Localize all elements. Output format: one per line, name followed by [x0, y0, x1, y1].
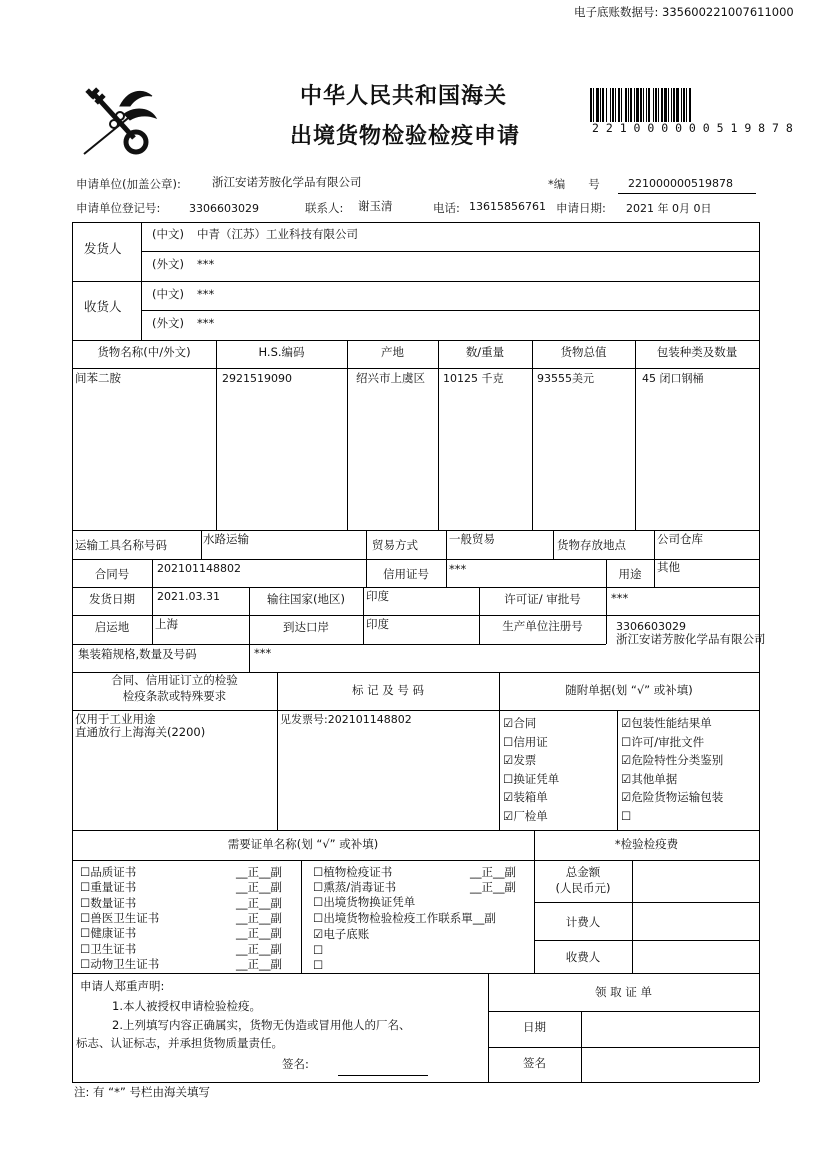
fees-total-label-line1: 总金额	[565, 865, 601, 879]
checked-checkbox-icon[interactable]: ☑	[621, 716, 632, 730]
declaration-line1: 1.本人被授权申请检验检疫。	[112, 999, 261, 1013]
certificate-item[interactable]	[313, 896, 415, 910]
producer-name: 浙江安诺芳胺化学品有限公司	[616, 632, 766, 646]
checkbox-icon[interactable]: ☐	[503, 734, 514, 749]
line	[141, 310, 759, 311]
certificate-copies[interactable]: __正__副	[236, 926, 282, 941]
form-number-label: *编 号	[548, 177, 600, 191]
goods-header-name: 货物名称(中/外文)	[97, 345, 191, 359]
line	[72, 340, 759, 341]
title-line2: 出境货物检验检疫申请	[290, 124, 521, 149]
line	[216, 340, 217, 530]
reg-value: 3306603029	[189, 202, 259, 215]
certificate-copies[interactable]: __正__副	[236, 865, 282, 879]
checkbox-icon[interactable]: ☐	[503, 771, 514, 786]
pickup-date-label: 日期	[523, 1020, 546, 1034]
certificate-label: 动物卫生证书	[90, 956, 160, 971]
checkbox-icon[interactable]: ☐	[313, 958, 324, 972]
declaration-line3: 标志、认证标志，并承担货物质量责任。	[76, 1036, 283, 1050]
goods-header-quantity: 数/重量	[465, 345, 505, 359]
attached-doc-label: 危险货物运输包装	[631, 790, 724, 805]
certificate-item[interactable]	[80, 958, 159, 972]
checked-checkbox-icon[interactable]: ☑	[503, 716, 514, 730]
line	[72, 587, 759, 588]
terms-value-line2: 直通放行上海海关(2200)	[75, 725, 206, 739]
attached-doc-item[interactable]	[503, 717, 536, 731]
vehicle-label: 运输工具名称号码	[75, 538, 167, 552]
certificate-item[interactable]	[80, 881, 136, 895]
lc-value: ***	[449, 562, 467, 576]
permit-value: ***	[611, 591, 629, 605]
line	[72, 281, 759, 282]
phone-value: 13615856761	[469, 200, 546, 213]
line	[534, 940, 759, 941]
consignor-cn-label: (中文)	[152, 227, 184, 241]
line	[534, 902, 759, 903]
certificate-copies[interactable]: __正__副	[236, 895, 282, 910]
line	[347, 340, 348, 530]
consignor-cn-value: 中青（江苏）工业科技有限公司	[197, 227, 358, 241]
producer-reg-label: 生产单位注册号	[502, 619, 583, 633]
checked-checkbox-icon[interactable]: ☑	[503, 809, 514, 823]
goods-value: 93555美元	[537, 372, 594, 385]
certificate-copies[interactable]: __正__副	[470, 880, 516, 895]
checkbox-icon[interactable]: ☐	[313, 865, 324, 879]
applicant-unit-label: 申请单位(加盖公章):	[76, 177, 181, 191]
certificate-item[interactable]	[313, 912, 496, 926]
checkbox-icon[interactable]: ☐	[80, 956, 91, 971]
vehicle-value: 水路运输	[203, 532, 249, 546]
goods-name: 间苯二胺	[75, 371, 121, 385]
line	[488, 1047, 759, 1048]
attached-doc-label: 厂检单	[513, 809, 548, 823]
reg-label: 申请单位登记号:	[76, 201, 161, 215]
fees-total-label-line2: (人民币元)	[555, 881, 611, 895]
checkbox-icon[interactable]: ☐	[80, 865, 91, 879]
line	[301, 860, 302, 973]
arrival-port-value: 印度	[366, 617, 389, 631]
certificate-label: 出境货物换证凭单	[323, 895, 416, 909]
attached-doc-item[interactable]	[503, 754, 536, 768]
goods-package: 45 闭口钢桶	[642, 372, 704, 385]
goods-header-package: 包装种类及数量	[656, 345, 738, 359]
certificate-item[interactable]	[313, 866, 392, 880]
certificate-item[interactable]	[80, 943, 136, 957]
attached-doc-label: 包装性能结果单	[631, 716, 712, 730]
checkbox-icon[interactable]: ☐	[80, 941, 91, 956]
container-value: ***	[254, 646, 272, 660]
goods-header-origin: 产地	[381, 345, 404, 359]
checkbox-icon[interactable]: ☐	[621, 734, 632, 749]
certificate-copies[interactable]: __正__副	[470, 865, 516, 879]
certificate-item[interactable]	[313, 928, 369, 942]
ledger-number: 335600221007611000	[662, 5, 794, 19]
line	[152, 559, 153, 644]
declaration-sign-line[interactable]	[338, 1075, 428, 1076]
applicant-unit-value: 浙江安诺芳胺化学品有限公司	[212, 175, 362, 189]
goods-quantity: 10125 千克	[443, 372, 504, 385]
declaration-sign-label: 签名:	[282, 1057, 309, 1071]
line	[635, 340, 636, 530]
certificate-copies[interactable]: __正__副	[236, 880, 282, 895]
certificate-item[interactable]	[80, 866, 136, 880]
checkbox-icon[interactable]: ☐	[621, 809, 632, 823]
line	[72, 644, 606, 645]
contact-value: 谢玉清	[358, 199, 393, 213]
phone-label: 电话:	[433, 201, 460, 215]
checkbox-icon[interactable]: ☐	[313, 895, 324, 909]
ledger-label: 电子底账数据号:	[574, 5, 659, 19]
attached-doc-item[interactable]	[621, 717, 712, 731]
consignee-cn-label: (中文)	[152, 287, 184, 301]
line	[617, 710, 618, 830]
goods-origin: 绍兴市上虞区	[356, 371, 425, 385]
checked-checkbox-icon[interactable]: ☑	[621, 753, 632, 768]
usage-label: 用途	[618, 567, 642, 581]
attached-doc-label: 合同	[513, 716, 537, 730]
ship-date-value: 2021.03.31	[157, 590, 220, 603]
certificate-item[interactable]	[313, 944, 323, 958]
certificate-label: 数量证书	[90, 895, 137, 910]
arrival-port-label: 到达口岸	[283, 620, 329, 634]
ledger-number-line	[574, 6, 794, 20]
certificate-label: 品质证书	[90, 865, 137, 879]
date-value: 2021 年 0月 0日	[626, 202, 712, 215]
certificate-label: 熏蒸/消毒证书	[323, 880, 397, 895]
form-number-underline	[618, 193, 756, 194]
checkbox-icon[interactable]: ☐	[80, 910, 91, 925]
attached-doc-item[interactable]	[621, 791, 723, 805]
attached-doc-label: 许可/审批文件	[631, 734, 705, 749]
line	[438, 340, 439, 530]
certificate-label: 卫生证书	[90, 941, 137, 956]
checkbox-icon[interactable]: ☐	[80, 926, 91, 941]
terms-header-line1: 合同、信用证订立的检验	[111, 673, 238, 687]
marks-value: 见发票号:202101148802	[280, 713, 412, 726]
attached-doc-item[interactable]	[503, 773, 559, 787]
barcode-gap	[691, 88, 692, 122]
marks-header: 标 记 及 号 码	[351, 683, 425, 697]
line	[366, 530, 367, 559]
certificate-item[interactable]	[313, 881, 396, 895]
barcode-text: 2 2 1 0 0 0 0 0 0 5 1 9 8 7 8	[592, 121, 793, 135]
terms-value-line1: 仅用于工业用途	[75, 712, 156, 726]
contract-value: 202101148802	[157, 562, 241, 575]
line	[201, 530, 202, 559]
consignee-fn-label: (外文)	[152, 316, 184, 330]
storage-label: 货物存放地点	[557, 538, 626, 552]
ship-date-label: 发货日期	[89, 592, 135, 606]
line	[532, 340, 533, 530]
certificate-label: 出境货物检验检疫工作联系單	[323, 911, 473, 925]
line	[72, 368, 759, 369]
certificate-label: 兽医卫生证书	[90, 910, 160, 925]
form-number-value: 221000000519878	[628, 177, 733, 190]
checked-checkbox-icon[interactable]: ☑	[621, 790, 632, 805]
container-label: 集装箱规格,数量及号码	[78, 647, 197, 661]
goods-hs-code: 2921519090	[222, 372, 292, 385]
contract-label: 合同号	[94, 567, 130, 581]
certificate-copies[interactable]: __正__副	[236, 941, 282, 956]
line	[488, 1011, 759, 1012]
line	[632, 860, 633, 973]
dest-country-label: 输往国家(地区)	[267, 592, 345, 606]
attached-doc-item[interactable]	[621, 810, 631, 824]
origin-port-value: 上海	[155, 617, 178, 631]
table-bottom-border	[72, 1082, 759, 1083]
fees-calculator-label: 计费人	[565, 915, 601, 929]
certificates-header: 需要证单名称(划 “√” 或补填)	[227, 837, 379, 851]
trade-label: 贸易方式	[372, 538, 418, 552]
storage-value: 公司仓库	[657, 532, 703, 546]
attached-doc-item[interactable]	[621, 736, 704, 750]
table-right-border	[759, 222, 760, 1082]
line	[72, 710, 759, 711]
line	[72, 973, 759, 974]
attached-doc-label: 危险特性分类鉴别	[631, 753, 724, 768]
consignee-fn-value: ***	[197, 316, 215, 330]
line	[72, 830, 759, 831]
table-top-border	[72, 222, 759, 223]
line	[72, 860, 759, 861]
checked-checkbox-icon[interactable]: ☑	[313, 927, 324, 941]
checkbox-icon[interactable]: ☐	[313, 911, 324, 925]
attached-doc-label: 其他单据	[631, 771, 678, 786]
consignee-cn-value: ***	[197, 287, 215, 301]
consignor-label: 发货人	[84, 241, 122, 256]
barcode	[590, 88, 790, 122]
usage-value: 其他	[657, 560, 680, 574]
attached-doc-label: 换证凭单	[513, 771, 560, 786]
attached-doc-label: 装箱单	[513, 790, 548, 805]
date-label: 申请日期:	[556, 201, 606, 215]
declaration-line2: 2.上列填写内容正确属实，货物无伪造或冒用他人的厂名、	[112, 1018, 411, 1032]
attached-doc-item[interactable]	[621, 773, 677, 787]
checkbox-icon[interactable]: ☐	[313, 943, 324, 957]
checked-checkbox-icon[interactable]: ☑	[503, 753, 514, 768]
line	[72, 615, 759, 616]
attached-doc-item[interactable]	[503, 810, 548, 824]
attached-doc-label: 发票	[513, 753, 537, 768]
line	[446, 530, 447, 559]
consignor-fn-label: (外文)	[152, 257, 184, 271]
fees-header: *检验检疫费	[614, 837, 679, 851]
line	[446, 559, 447, 587]
line	[141, 251, 759, 252]
checkbox-icon[interactable]: ☐	[80, 895, 91, 910]
contact-label: 联系人:	[305, 201, 344, 215]
certificate-label: 植物检疫证书	[323, 865, 393, 879]
line	[72, 559, 759, 560]
consignor-fn-value: ***	[197, 257, 215, 271]
attached-doc-item[interactable]	[503, 791, 548, 805]
declaration-title: 申请人郑重声明:	[80, 979, 165, 993]
certificate-label: 重量证书	[90, 880, 137, 895]
checkbox-icon[interactable]: ☐	[80, 880, 91, 895]
consignee-label: 收货人	[84, 299, 122, 314]
goods-header-hs: H.S.编码	[258, 345, 305, 359]
certificate-item[interactable]	[80, 912, 159, 926]
certificate-copies[interactable]: __副	[472, 911, 496, 925]
line	[72, 530, 759, 531]
certificate-copies[interactable]: __正__副	[236, 910, 282, 925]
certificate-item[interactable]	[313, 959, 323, 973]
checkbox-icon[interactable]: ☐	[313, 880, 324, 895]
terms-header-line2: 检疫条款或特殊要求	[122, 689, 227, 703]
certificate-copies[interactable]: __正__副	[236, 956, 282, 971]
checked-checkbox-icon[interactable]: ☑	[503, 790, 514, 805]
dest-country-value: 印度	[366, 589, 389, 603]
certificate-label: 健康证书	[90, 926, 137, 941]
origin-port-label: 启运地	[94, 620, 130, 634]
goods-header-value: 货物总值	[560, 345, 607, 359]
attached-doc-label: 信用证	[513, 734, 548, 749]
attached-docs-header: 随附单据(划 “√” 或补填)	[565, 683, 693, 697]
line	[553, 530, 554, 559]
trade-value: 一般贸易	[449, 532, 495, 546]
certificate-label: 电子底账	[323, 927, 370, 941]
title-line1: 中华人民共和国海关	[300, 84, 508, 109]
certificate-item[interactable]	[80, 897, 136, 911]
customs-emblem-icon	[80, 86, 160, 158]
producer-reg-value: 3306603029	[616, 620, 686, 633]
attached-doc-item[interactable]	[621, 754, 723, 768]
permit-label: 许可证/ 审批号	[504, 592, 581, 606]
fees-collector-label: 收费人	[565, 950, 601, 964]
checked-checkbox-icon[interactable]: ☑	[621, 771, 632, 786]
pickup-header: 领 取 证 单	[595, 985, 652, 999]
lc-label: 信用证号	[383, 567, 429, 581]
certificate-item[interactable]	[80, 927, 136, 941]
pickup-sign-label: 签名	[523, 1056, 546, 1070]
attached-doc-item[interactable]	[503, 736, 548, 750]
footer-note: 注: 有 “*” 号栏由海关填写	[74, 1085, 211, 1099]
